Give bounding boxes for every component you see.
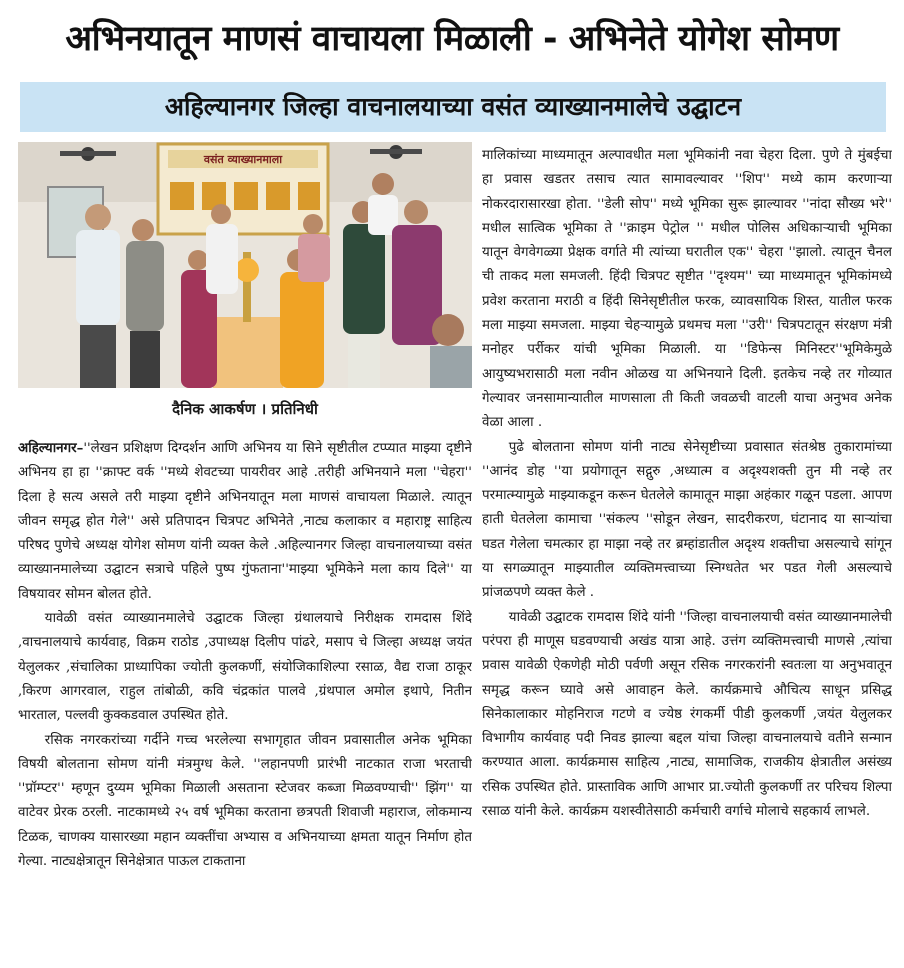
person [368,173,398,235]
article-paragraph [18,436,472,607]
article-paragraph: यावेळी उद्घाटक रामदास शिंदे यांनी ''जिल्हा वाचनालयाची वसंत व्याख्यानमालेची परंपरा ही माणूस घडवण्याची अखंड यात्रा आहे. उत्तंग व्यक्तिमत्त्वाची माणसे ,त्यांचा प्रवास यावेळी ऐकणेही मोठी पर्वणी असून रसिक नगरकरांनी स्वतःला या अनुभवातून समृद्ध करून घ्यावे असे आवाहन केले. कार्यक्रमाचे औचित्य साधून प्रसिद्ध सिनेकालाकार मोहनिराज गटणे व ज्येष्ठ रंगकर्मी पीडी कुलकर्णी ,जयंत येलुलकर विभागीय कार्यवाह पदी निवड झाल्या बद्दल यांचा जिल्हा वाचनालयाचे वतीने सन्मान करण्यात आला. कार्यक्रमास साहित्य ,नाट्य, सामाजिक, राजकीय क्षेत्रातील असंख्य रसिक उपस्थित होते. प्रास्ताविक आणि आभार प्रा.ज्योती कुलकर्णी तर परिचय शिल्पा रसाळ यांनी केले. कार्यक्रम यशस्वीतेसाठी कर्मचारी वर्गाचे मोलाचे सहकार्य लाभले. [482,609,892,820]
byline: दैनिक आकर्षण । प्रतिनिधी [172,400,318,418]
article-column-left [18,436,472,966]
stage-banner [158,144,328,234]
person [126,219,164,388]
headline: अभिनयातून माणसं वाचायला मिळाली - अभिनेते योगेश सोमण [65,19,839,59]
paragraph-text: ''लेखन प्रशिक्षण दिग्दर्शन आणि अभिनय या सिने सृष्टीतील टप्प्यात माझ्या दृष्टीने अभिनय हा हा ''क्राफ्ट वर्क ''मध्ये शेवटच्या पायरीवर आहे .तरीही अभिनयाने मला ''चेहरा'' दिला हे सत्य असले तरी माझ्या दृष्टीने अभिनयातून मला माणसं वाचायला मिळाले. त्यातून जीवन समृद्ध होत गेले'' असे प्रतिपादन चित्रपट अभिनेते ,नाट्य कलाकार व महाराष्ट्र साहित्य परिषद पुणेचे अध्यक्ष योगेश सोमण यांनी व्यक्त केले .अहिल्यानगर जिल्हा वाचनालयाच्या वसंत व्याख्यानमालेच्या उद्घाटन सत्राचे पहिले पुष्प गुंफताना''माझ्या भूमिकेने मला काय दिले'' या विषयावर सोमन बोलत होते. [18,441,472,602]
article-paragraph: रसिक नगरकरांच्या गर्दीने गच्च भरलेल्या सभागृहात जीवन प्रवासातील अनेक भूमिका विषयी बोलताना सोमण यांनी मंत्रमुग्ध केले. ''लहानपणी प्रारंभी नाटकात राजा भरताची ''प्रॉम्प्टर'' म्हणून दुय्यम भूमिका मिळाली असताना स्टेजवर कब्जा मिळवण्याची'' झिंग'' या वाटेवर प्रेरक ठरली. नाटकामध्ये २५ वर्ष भूमिका करताना छत्रपती शिवाजी महाराज, लोकमान्य टिळक, चाणक्य यासारख्या महान व्यक्तींचा अभ्यास व अभिनयाच्या क्षमता यातून निर्माण होत गेल्या. नाट्यक्षेत्रातून सिनेक्षेत्रात पाऊल टाकताना [18,732,472,870]
article-paragraph: मालिकांच्या माध्यमातून अल्पावधीत मला भूमिकांनी नवा चेहरा दिला. पुणे ते मुंबईचा हा प्रवास खडतर तसाच त्यात सामावल्यावर ''शिप'' मध्ये काम करणाऱ्या नोकरदारासारखा होता. ''डेली सोप'' मध्ये भूमिका सुरू झाल्यावर ''नांदा सौख्य भरे'' मधील सात्विक भूमिका ते ''क्राइम पेट्रोल '' मधील पोलिस अधिकाऱ्याची भूमिका यातून वेगवेगळ्या प्रेक्षक वर्गाते मी त्यांच्या घरातील एक'' चेहरा ''झालो. त्यातून चैनल ची ताकद मला समजली. हिंदी चित्रपट सृष्टीत ''दृश्यम'' च्या माध्यमातून भूमिकांमध्ये प्रवेश करताना मराठी व हिंदी सिनेसृष्टीतील फरक, व्यावसायिक शिस्त, यातील फरक मला माझ्या समजला. माझ्या चेहऱ्यामुळे प्रथमच मला ''उरी'' चित्रपटातून संरक्षण मंत्री मनोहर पर्रीकर यांची भूमिका मिळाली. या ''डिफेन्स मिनिस्टर''भूमिकेमुळे आयुष्यभरासाठी मला नवीन ओळख या अभिनयाने दिली. इतकेच नव्हे तर गोव्यात गेल्यावर जनसामान्यातील माणसाला ती किती जवळची वाटली याचा अनुभव अनेक वेळा आला . [482,148,892,431]
article-paragraph: यावेळी वसंत व्याख्यानमालेचे उद्घाटक जिल्हा ग्रंथालयाचे निरीक्षक रामदास शिंदे ,वाचनालयाचे कार्यवाह, विक्रम राठोड ,उपाध्यक्ष दिलीप पांढरे, मसाप चे जिल्हा अध्यक्ष जयंत येलुलकर ,संचालिका प्राध्यापिका ज्योती कुलकर्णी, संयोजिकाशिल्पा रसाळ, वैद्य राजा ठाकूर ,किरण आगरवाल, राहुल तांबोळी, कवि चंद्रकांत पालवे ,ग्रंथपाल अमोल इथापे, नितीन भारताल, पल्लवी कुक्कडवाल उपस्थित होते. [18,611,472,724]
dateline: अहिल्यानगर– [18,440,84,456]
person [76,204,120,388]
event-photo [18,142,472,388]
subheadline-banner: अहिल्यानगर जिल्हा वाचनालयाच्या वसंत व्याख्यानमालेचे उद्घाटन [20,82,886,132]
banner-text: वसंत व्याख्यानमाला [203,153,283,166]
article-paragraph: पुढे बोलताना सोमण यांनी नाट्य सेनेसृष्टीच्या प्रवासात संतश्रेष्ठ तुकारामांच्या ''आनंद डोह ''या प्रयोगातून सद्गुरु ,अध्यात्म व अदृश्यशक्ती तुन मी नव्हे तर परमात्म्यामुळे माझ्याकडून करून घेतलेले कामातून माझा अहंकार गळून पडला. आपण हाती घेतलेला कामाचा ''संकल्प ''सोडून लेखन, सादरीकरण, घंटानाद या साऱ्यांचा घडत गेलेला चमत्कार हा माझा नव्हे तर ब्रम्हांडातील अदृश्य शक्तीचा असल्याचे सांगून या सगळ्यातून माझ्यातील व्यक्तिमत्त्वाच्या स्निग्धतेत भर पडत गेली असल्याचे प्रांजळपणे व्यक्त केले . [482,439,892,601]
article-column-right [482,144,892,964]
